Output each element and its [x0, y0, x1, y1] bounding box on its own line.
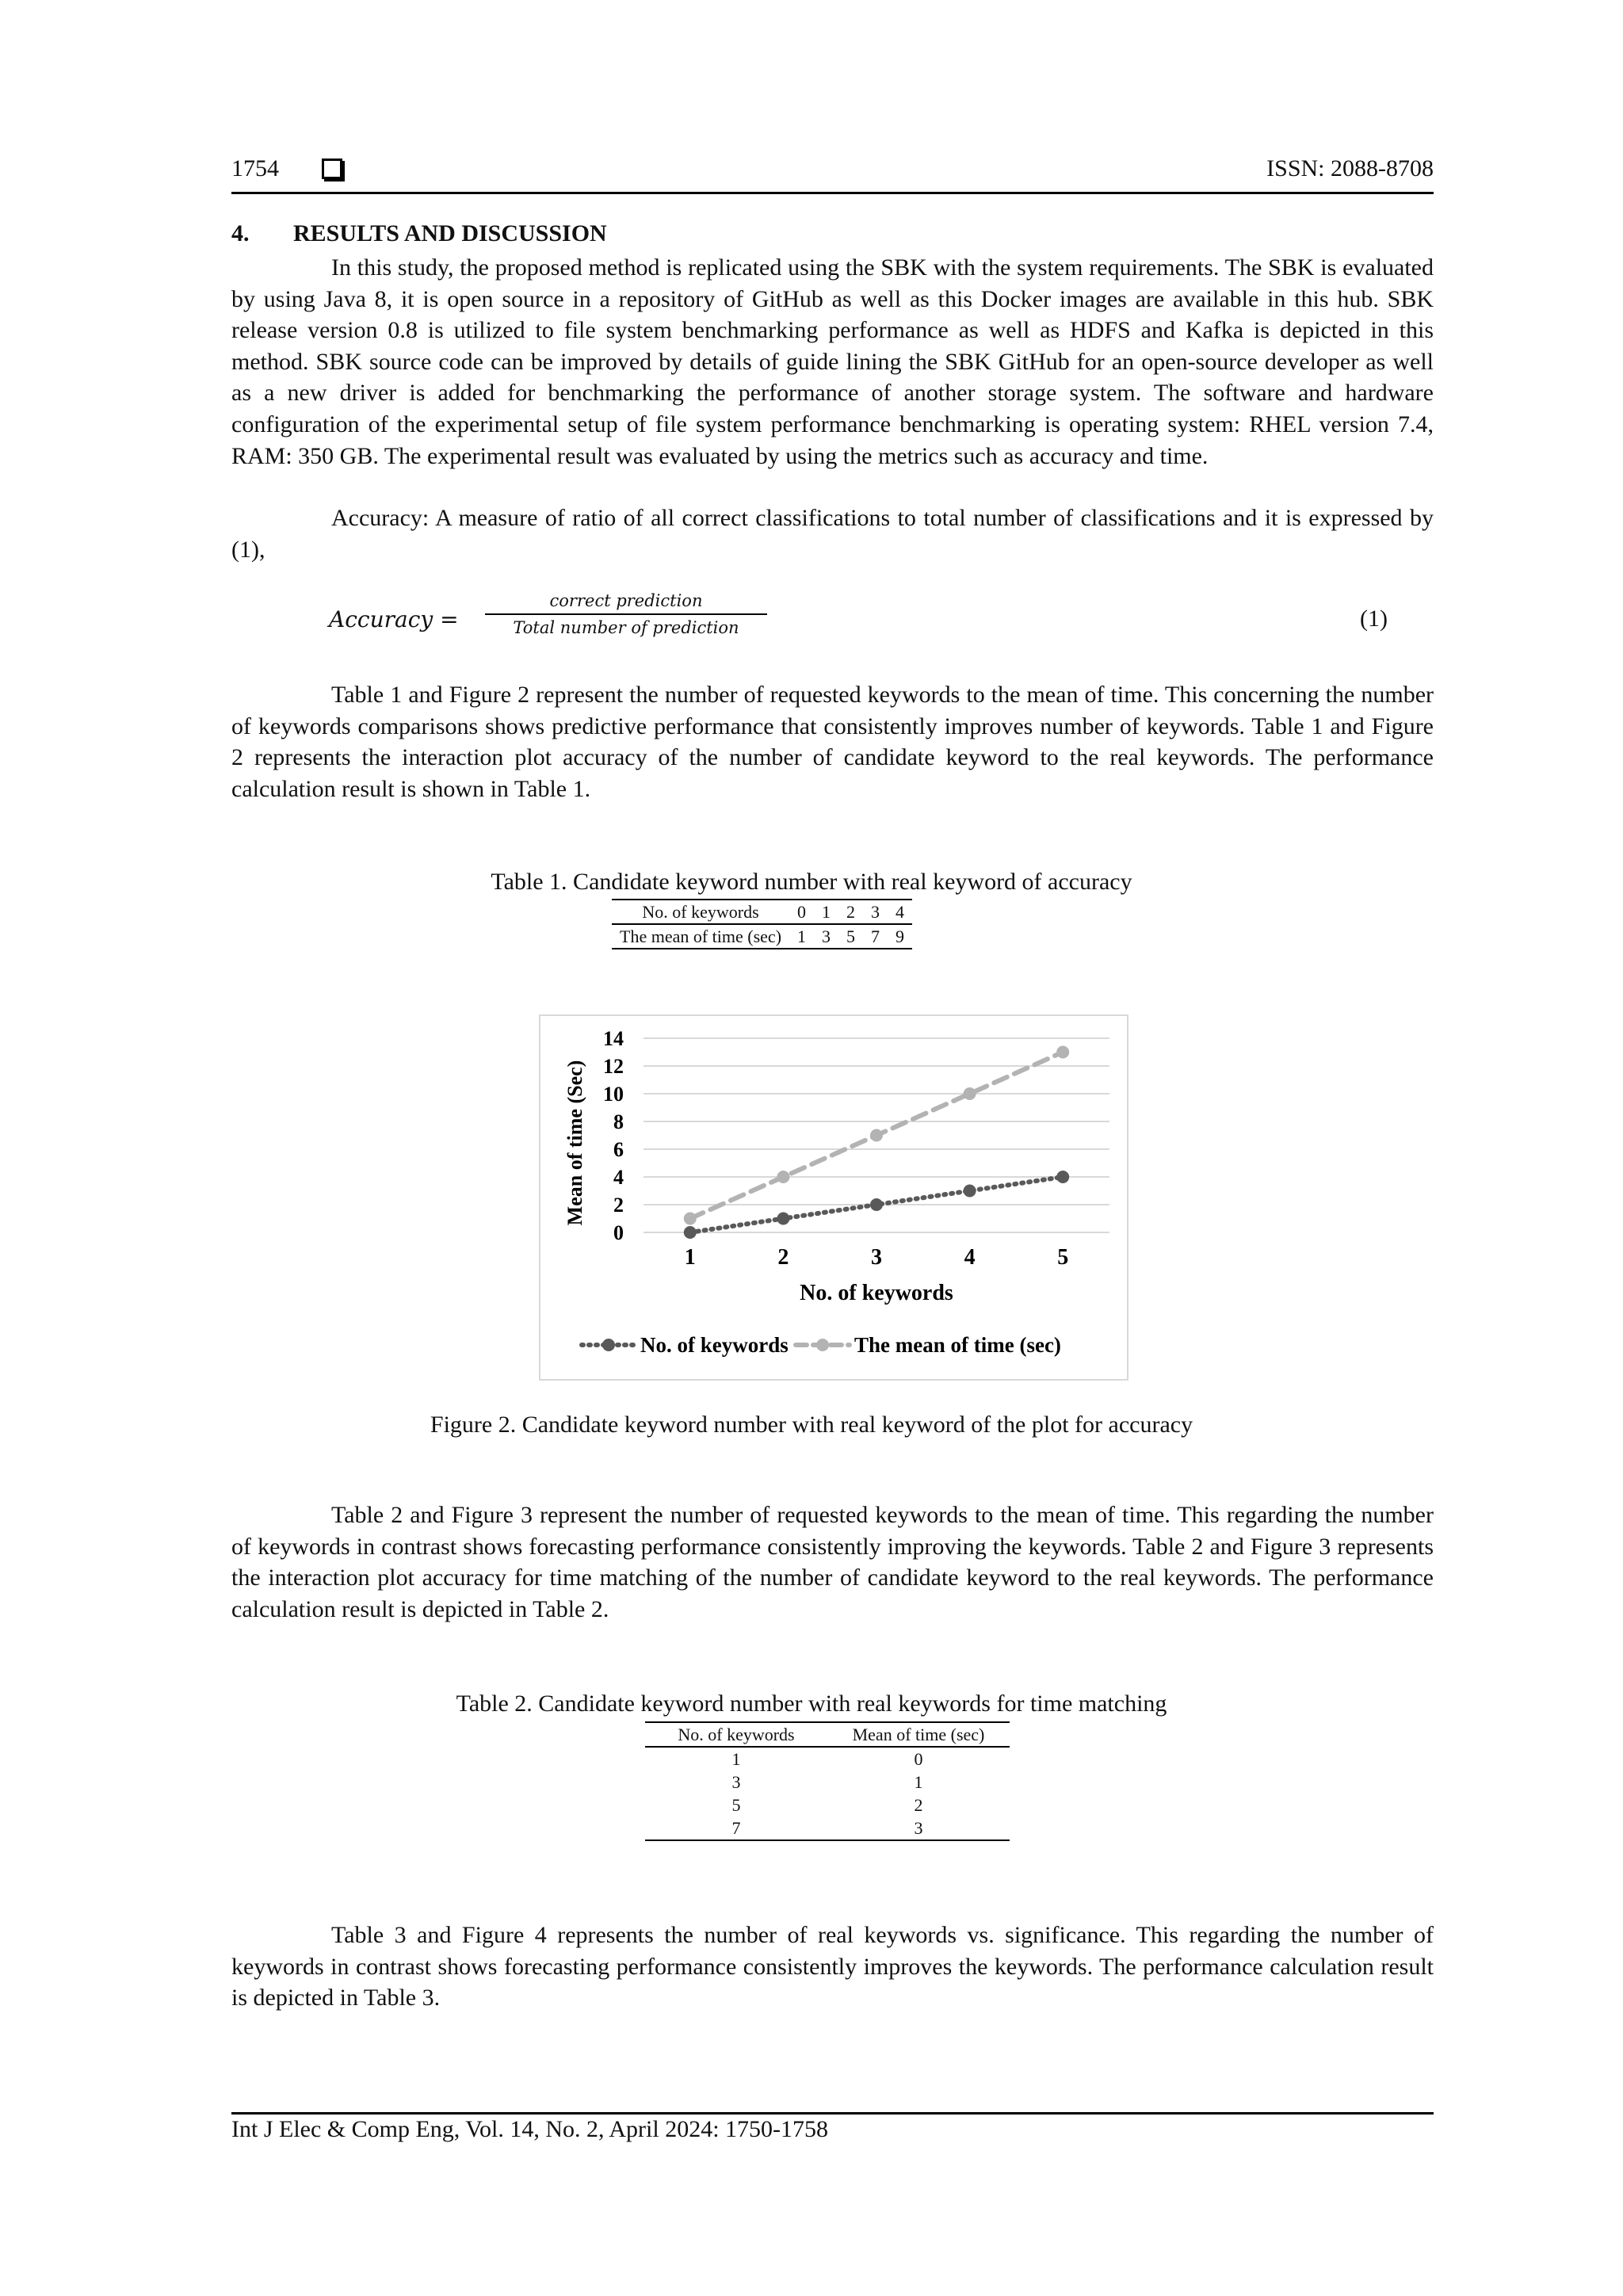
table-cell: 7 — [871, 926, 880, 946]
paragraph-5: Table 3 and Figure 4 represents the number of real keywords vs. significance. This regarding the number of keywords in contrast shows forecasting performance consistently improves the keywords. The performance calculation result is depicted in Table 3. — [231, 1922, 1434, 2011]
section-heading — [231, 220, 607, 247]
table-cell: 1 — [814, 900, 838, 924]
legend-marker — [816, 1339, 829, 1351]
table-cell: The mean of time (sec) — [620, 926, 782, 946]
table-row — [612, 900, 912, 924]
section-number: 4. — [231, 220, 250, 246]
footer-citation: Int J Elec & Comp Eng, Vol. 14, No. 2, April 2024: 1750-1758 — [231, 2116, 829, 2142]
table-cell: 1 — [731, 1749, 741, 1769]
x-tick-label: 1 — [684, 1245, 696, 1270]
y-tick-label: 10 — [603, 1083, 624, 1106]
table-row — [612, 924, 912, 949]
table-cell: 3 — [731, 1772, 741, 1792]
table-header-cell: Mean of time (sec) — [827, 1722, 1010, 1747]
equation-lhs: Accuracy = — [329, 606, 459, 632]
table-cell: 1 — [914, 1772, 923, 1792]
issn: ISSN: 2088-8708 — [1266, 155, 1434, 181]
data-point — [1056, 1171, 1069, 1183]
table-cell: 2 — [914, 1795, 923, 1815]
data-point — [684, 1213, 697, 1225]
table2 — [645, 1721, 1010, 1841]
legend-marker — [602, 1339, 615, 1351]
table-cell: 1 — [797, 926, 807, 946]
x-axis-label: No. of keywords — [800, 1281, 953, 1305]
table-row — [645, 1722, 1010, 1747]
table-cell: 5 — [846, 926, 856, 946]
x-axis-ticks — [685, 1245, 1068, 1270]
footer-divider — [231, 2112, 1434, 2115]
legend-label: No. of keywords — [640, 1333, 789, 1357]
table2-caption: Table 2. Candidate keyword number with real keywords for time matching — [456, 1690, 1167, 1717]
table-cell: 3 — [863, 900, 888, 924]
y-tick-label: 0 — [613, 1221, 624, 1244]
page-header — [231, 155, 1434, 194]
table-cell: 7 — [731, 1818, 741, 1838]
figure2-caption: Figure 2. Candidate keyword number with real keyword of the plot for accuracy — [430, 1412, 1193, 1438]
table-cell: 2 — [838, 900, 863, 924]
box-icon — [322, 159, 342, 179]
y-tick-label: 12 — [603, 1055, 624, 1078]
paragraph-4: Table 2 and Figure 3 represent the number of requested keywords to the mean of time. This regarding the number of keywords in contrast shows forecasting performance consistently improving the keywords. Table 2 and Figure 3 represents the interaction plot accuracy for time matching of the number of candidate keyword to the real keywords. The performance calculation result is depicted in Table 2. — [231, 1502, 1434, 1622]
table-cell: 3 — [822, 926, 831, 946]
table1-caption: Table 1. Candidate keyword number with real keyword of accuracy — [491, 869, 1132, 895]
data-point — [684, 1226, 697, 1239]
section-title: RESULTS AND DISCUSSION — [293, 220, 607, 246]
x-tick-label: 3 — [871, 1245, 882, 1270]
y-axis-ticks — [603, 1027, 624, 1244]
data-point — [777, 1213, 789, 1225]
table-row — [645, 1771, 1010, 1794]
data-point — [777, 1171, 789, 1183]
data-point — [964, 1087, 976, 1100]
y-tick-label: 2 — [613, 1194, 624, 1217]
legend-label: The mean of time (sec) — [854, 1333, 1061, 1357]
table-cell: 3 — [914, 1818, 923, 1838]
table-row — [645, 1747, 1010, 1771]
equation-number: (1) — [1360, 606, 1388, 632]
chart-legend — [582, 1333, 1061, 1357]
y-tick-label: 6 — [613, 1138, 624, 1161]
chart-series — [684, 1046, 1069, 1240]
equation-fraction — [485, 591, 767, 637]
table-header-cell: No. of keywords — [645, 1722, 827, 1747]
data-point — [870, 1198, 883, 1211]
table-row — [645, 1817, 1010, 1840]
y-tick-label: 8 — [613, 1110, 624, 1133]
table-cell: No. of keywords — [612, 900, 789, 924]
paragraph-1: In this study, the proposed method is replicated using the SBK with the system requirements. The SBK is evaluated by using Java 8, it is open source in a repository of GitHub as well as this Docker images are available in this hub. SBK release version 0.8 is utilized to file system benchmarking performance as well as HDFS and Kafka is depicted in this method. SBK source code can be improved by details of guide lining the SBK GitHub for an open-source developer as well as a new driver is added for benchmarking the performance of another storage system. The software and hardware configuration of the experimental setup of file system performance benchmarking is operating system: RHEL version 7.4, RAM: 350 GB. The experimental result was evaluated by using the metrics such as accuracy and time. — [231, 254, 1434, 469]
data-point — [1056, 1046, 1069, 1059]
figure2-chart — [539, 1014, 1128, 1381]
x-tick-label: 2 — [777, 1245, 789, 1270]
page-number: 1754 — [231, 155, 279, 181]
x-tick-label: 5 — [1057, 1245, 1069, 1270]
table-cell: 4 — [888, 900, 912, 924]
x-tick-label: 4 — [964, 1245, 976, 1270]
table-cell: 5 — [731, 1795, 741, 1815]
table1 — [612, 899, 912, 949]
paragraph-2: Accuracy: A measure of ratio of all correct classifications to total number of classifications and it is expressed by (1), — [231, 505, 1434, 563]
table-cell: 9 — [896, 926, 905, 946]
line-chart — [540, 1016, 1127, 1379]
paragraph-3: Table 1 and Figure 2 represent the number of requested keywords to the mean of time. This concerning the number of keywords comparisons shows predictive performance that consistently improves number of keywords. Table 1 and Figure 2 represents the interaction plot accuracy of the number of candidate keyword to the real keywords. The performance calculation result is shown in Table 1. — [231, 682, 1434, 802]
table-row — [645, 1794, 1010, 1817]
data-point — [870, 1129, 883, 1142]
y-axis-label: Mean of time (Sec) — [563, 1060, 586, 1226]
table-cell: 0 — [789, 900, 814, 924]
equation-numerator: correct prediction — [485, 591, 767, 615]
y-tick-label: 14 — [603, 1027, 624, 1050]
table-cell: 0 — [914, 1749, 923, 1769]
equation-denominator: Total number of prediction — [513, 618, 739, 637]
y-tick-label: 4 — [613, 1166, 624, 1189]
data-point — [964, 1185, 976, 1198]
